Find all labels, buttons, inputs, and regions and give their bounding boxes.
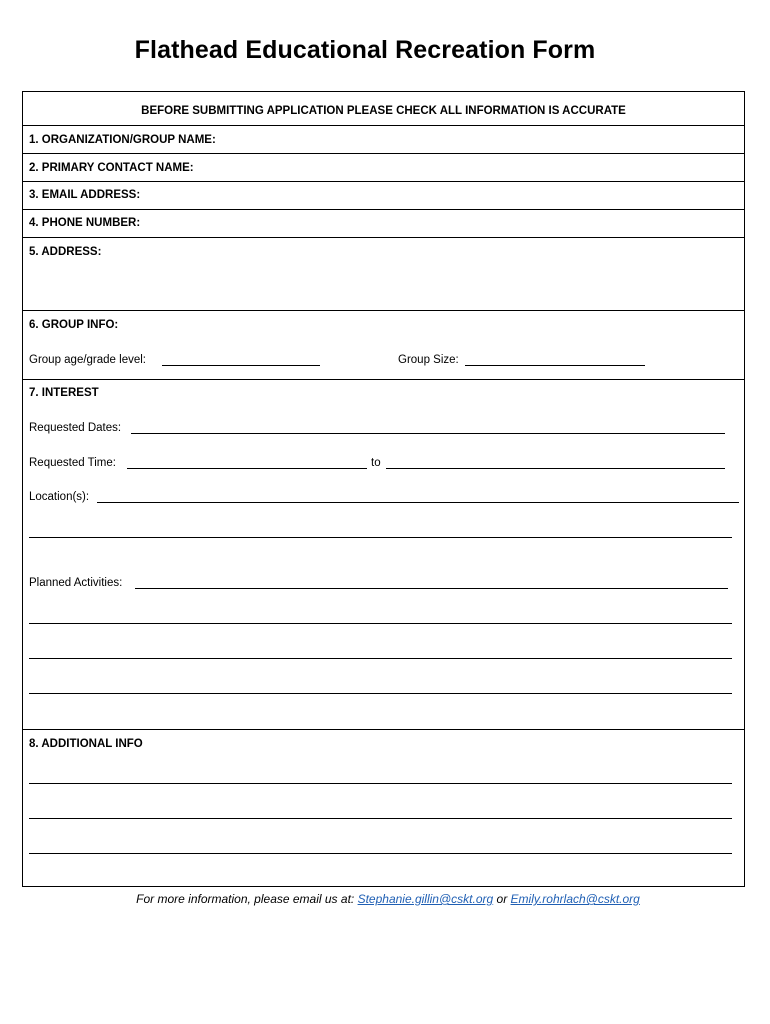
group-age-blank[interactable] [162, 365, 320, 366]
requested-time-start-blank[interactable] [127, 468, 367, 469]
additional-info-heading: 8. ADDITIONAL INFO [29, 738, 143, 750]
contact-name-row[interactable] [23, 154, 744, 182]
requested-dates-label: Requested Dates: [29, 422, 122, 434]
planned-activities-blank-4[interactable] [29, 693, 732, 694]
header-note-row [23, 92, 744, 126]
group-size-label: Group Size: [398, 354, 459, 366]
planned-activities-blank-3[interactable] [29, 658, 732, 659]
requested-time-label: Requested Time: [29, 457, 116, 469]
address-row[interactable] [23, 238, 744, 311]
interest-heading: 7. INTEREST [29, 387, 99, 399]
address-label: 5. ADDRESS: [29, 246, 102, 258]
additional-info-blank-1[interactable] [29, 783, 732, 784]
footer-contact [0, 892, 770, 906]
additional-info-row [23, 730, 744, 888]
requested-time-end-blank[interactable] [386, 468, 725, 469]
locations-blank[interactable] [97, 502, 739, 503]
requested-dates-blank[interactable] [131, 433, 725, 434]
application-form [22, 91, 745, 887]
org-name-row[interactable] [23, 126, 744, 154]
phone-row[interactable] [23, 210, 744, 238]
form-title: Flathead Educational Recreation Form [134, 36, 596, 64]
phone-label: 4. PHONE NUMBER: [29, 217, 141, 229]
locations-blank-2[interactable] [29, 537, 732, 538]
group-size-blank[interactable] [465, 365, 645, 366]
group-age-label: Group age/grade level: [29, 354, 146, 366]
planned-activities-blank[interactable] [135, 588, 728, 589]
footer-text: For more information, please email us at: [136, 892, 355, 906]
group-info-heading: 6. GROUP INFO: [29, 319, 119, 331]
header-note: BEFORE SUBMITTING APPLICATION PLEASE CHECK ALL INFORMATION IS ACCURATE [141, 105, 626, 117]
footer-joiner: or [496, 892, 508, 906]
contact-name-label: 2. PRIMARY CONTACT NAME: [29, 162, 194, 174]
interest-row [23, 380, 744, 730]
email-row[interactable] [23, 182, 744, 210]
additional-info-blank-3[interactable] [29, 853, 732, 854]
email-link-stephanie[interactable]: Stephanie.gillin@cskt.org [357, 892, 494, 906]
locations-label: Location(s): [29, 491, 90, 503]
email-link-emily[interactable]: Emily.rohrlach@cskt.org [510, 892, 640, 906]
org-name-label: 1. ORGANIZATION/GROUP NAME: [29, 134, 216, 146]
additional-info-blank-2[interactable] [29, 818, 732, 819]
requested-time-to: to [371, 457, 381, 469]
planned-activities-blank-2[interactable] [29, 623, 732, 624]
email-label: 3. EMAIL ADDRESS: [29, 189, 141, 201]
group-info-row [23, 311, 744, 380]
planned-activities-label: Planned Activities: [29, 577, 123, 589]
